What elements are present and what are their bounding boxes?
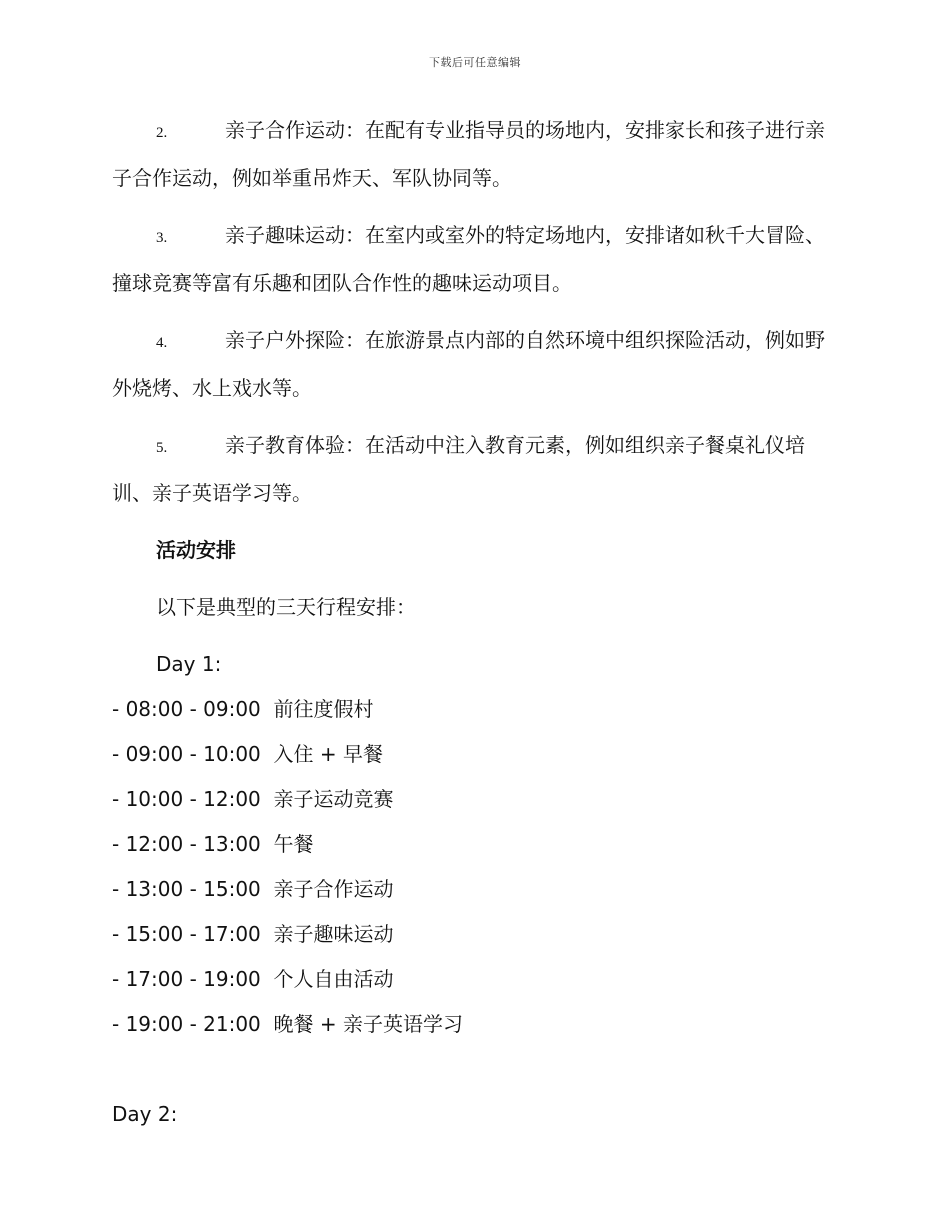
- schedule-row: [112, 867, 834, 912]
- schedule-list: [112, 687, 834, 1047]
- schedule-row: [112, 912, 834, 957]
- list-item-text: 亲子合作运动：在配有专业指导员的场地内，安排家长和孩子进行亲子合作运动，例如举重吊炸天、军队协同等。: [112, 118, 825, 190]
- intro-paragraph: 以下是典型的三天行程安排：: [156, 595, 416, 619]
- schedule-time: - 15:00 - 17:00: [112, 922, 261, 946]
- schedule-activity: 入住 + 早餐: [273, 742, 383, 766]
- schedule-time: - 19:00 - 21:00: [112, 1012, 261, 1036]
- list-item: [112, 423, 834, 516]
- section-title: 活动安排: [156, 538, 236, 562]
- list-item-number: 3.: [156, 230, 168, 246]
- schedule-time: - 09:00 - 10:00: [112, 742, 261, 766]
- list-item-text: 亲子教育体验：在活动中注入教育元素，例如组织亲子餐桌礼仪培训、亲子英语学习等。: [112, 433, 805, 505]
- day1-label: Day 1:: [156, 652, 222, 676]
- list-item-number: 4.: [156, 335, 168, 351]
- schedule-activity: 亲子运动竞赛: [273, 787, 394, 811]
- schedule-time: - 17:00 - 19:00: [112, 967, 261, 991]
- schedule-time: - 12:00 - 13:00: [112, 832, 261, 856]
- list-item: [112, 213, 834, 306]
- page-header: 下载后可任意编辑: [429, 56, 521, 69]
- list-item-text: 亲子趣味运动：在室内或室外的特定场地内，安排诸如秋千大冒险、撞球竞赛等富有乐趣和团队合作性的趣味运动项目。: [112, 223, 825, 295]
- schedule-activity: 亲子合作运动: [273, 877, 394, 901]
- document-body: [112, 108, 834, 1157]
- schedule-activity: 午餐: [273, 832, 314, 856]
- list-item-text: 亲子户外探险：在旅游景点内部的自然环境中组织探险活动，例如野外烧烤、水上戏水等。: [112, 328, 825, 400]
- schedule-activity: 亲子趣味运动: [273, 922, 394, 946]
- schedule-row: [112, 1002, 834, 1047]
- schedule-activity: 前往度假村: [273, 697, 374, 721]
- list-item: [112, 108, 834, 201]
- schedule-row: [112, 957, 834, 1002]
- schedule-row: [112, 687, 834, 732]
- schedule-row: [112, 822, 834, 867]
- schedule-row: [112, 732, 834, 777]
- list-item-number: 5.: [156, 440, 168, 456]
- list-item-number: 2.: [156, 125, 168, 141]
- schedule-time: - 13:00 - 15:00: [112, 877, 261, 901]
- schedule-activity: 晚餐 + 亲子英语学习: [273, 1012, 463, 1036]
- schedule-time: - 10:00 - 12:00: [112, 787, 261, 811]
- schedule-activity: 个人自由活动: [273, 967, 394, 991]
- day2-label: Day 2:: [112, 1102, 178, 1126]
- schedule-row: [112, 777, 834, 822]
- list-item: [112, 318, 834, 411]
- schedule-time: - 08:00 - 09:00: [112, 697, 261, 721]
